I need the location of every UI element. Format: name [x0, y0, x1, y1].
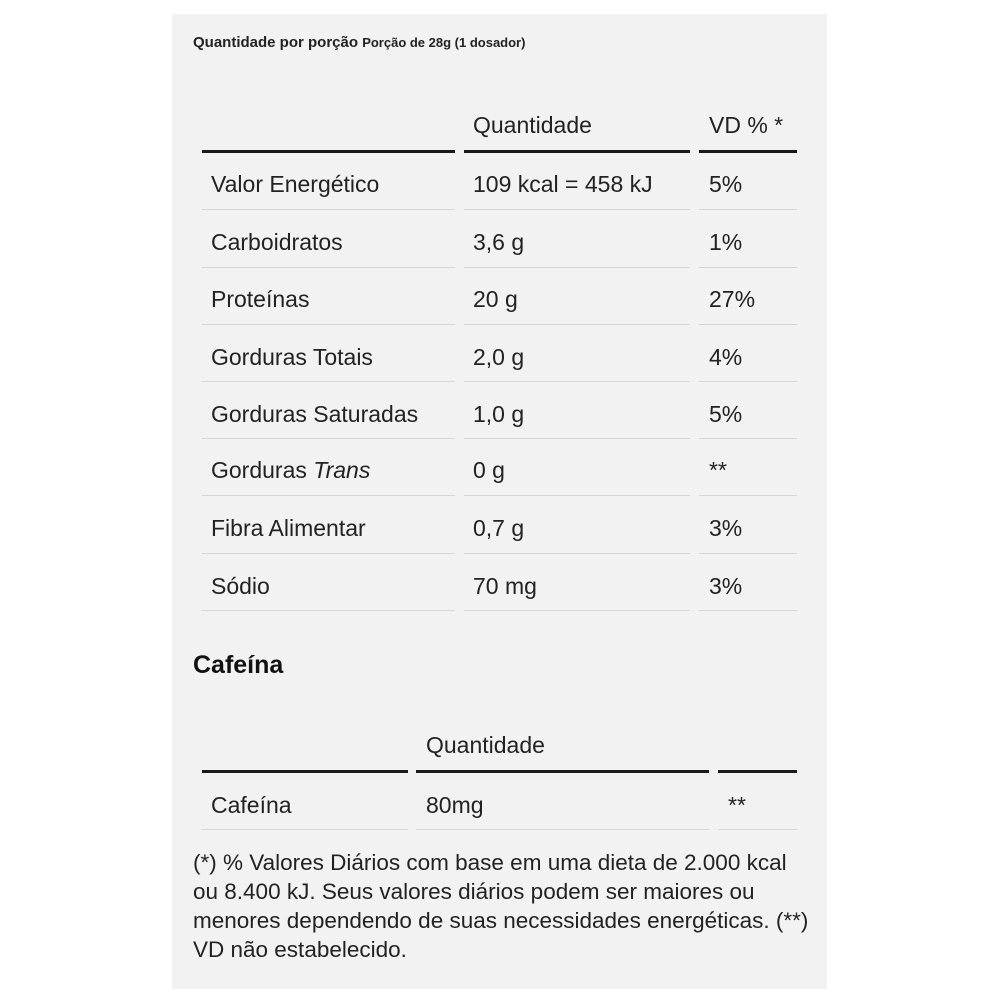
row-dv: 1%	[709, 229, 743, 255]
header-rule-amount	[464, 150, 690, 153]
row-divider	[464, 381, 690, 382]
row-name: Carboidratos	[211, 229, 343, 255]
row-dv: 27%	[709, 286, 756, 312]
row-divider	[464, 438, 690, 439]
row-dv: 4%	[709, 344, 743, 370]
serving-info	[193, 34, 525, 51]
caffeine-rule-dv	[718, 770, 797, 773]
row-divider	[699, 438, 797, 439]
row-divider	[464, 553, 690, 554]
row-divider	[699, 209, 797, 210]
row-divider	[202, 553, 455, 554]
caffeine-row-divider	[718, 829, 797, 830]
row-name: Fibra Alimentar	[211, 515, 366, 541]
caffeine-header-amount: Quantidade	[426, 732, 545, 758]
row-name: Sódio	[211, 573, 270, 599]
row-amount: 70 mg	[473, 573, 537, 599]
row-amount: 0,7 g	[473, 515, 525, 541]
caffeine-row-divider	[202, 829, 408, 830]
row-name: Proteínas	[211, 286, 310, 312]
row-divider	[699, 381, 797, 382]
row-amount: 1,0 g	[473, 401, 525, 427]
footnote: (*) % Valores Diários com base em uma dieta de 2.000 kcal ou 8.400 kJ. Seus valores diários podem ser maiores ou menores dependendo de suas necessidades energéticas. (**) VD não estabelecido.	[193, 850, 809, 962]
row-dv: 5%	[709, 401, 743, 427]
row-divider	[464, 267, 690, 268]
row-divider	[202, 267, 455, 268]
row-divider	[699, 267, 797, 268]
serving-label: Quantidade por porção	[193, 34, 359, 51]
caffeine-row-amount: 80mg	[426, 792, 484, 818]
row-dv: 3%	[709, 515, 743, 541]
row-amount: 0 g	[473, 457, 505, 483]
caffeine-row-divider	[416, 829, 709, 830]
row-divider	[202, 438, 455, 439]
row-dv: 3%	[709, 573, 743, 599]
row-divider	[699, 610, 797, 611]
header-amount: Quantidade	[473, 112, 592, 138]
row-divider	[699, 324, 797, 325]
row-dv: 5%	[709, 171, 743, 197]
row-divider	[202, 495, 455, 496]
row-divider	[699, 495, 797, 496]
row-divider	[464, 610, 690, 611]
row-amount: 20 g	[473, 286, 518, 312]
row-name-italic: Trans	[313, 457, 371, 483]
row-divider	[202, 381, 455, 382]
row-divider	[202, 610, 455, 611]
caffeine-row-dv: **	[728, 792, 746, 818]
caffeine-rule-name	[202, 770, 408, 773]
header-rule-dv	[699, 150, 797, 153]
header-dv: VD % *	[709, 112, 784, 138]
row-divider	[202, 209, 455, 210]
row-divider	[464, 324, 690, 325]
header-rule-name	[202, 150, 455, 153]
caffeine-rule-amount	[416, 770, 709, 773]
caffeine-row-name: Cafeína	[211, 792, 292, 818]
row-name: Gorduras Saturadas	[211, 401, 419, 427]
row-amount: 2,0 g	[473, 344, 525, 370]
row-divider	[464, 495, 690, 496]
row-amount: 109 kcal = 458 kJ	[473, 171, 653, 197]
row-name: Valor Energético	[211, 171, 380, 197]
row-name: Gorduras Totais	[211, 344, 373, 370]
serving-size: Porção de 28g (1 dosador)	[362, 35, 526, 50]
row-dv: **	[709, 457, 727, 483]
row-amount: 3,6 g	[473, 229, 525, 255]
caffeine-title: Cafeína	[193, 651, 284, 679]
row-name	[211, 459, 370, 482]
row-name-prefix: Gorduras	[211, 457, 307, 483]
row-divider	[202, 324, 455, 325]
row-divider	[464, 209, 690, 210]
row-divider	[699, 553, 797, 554]
nutrition-panel	[172, 14, 827, 989]
